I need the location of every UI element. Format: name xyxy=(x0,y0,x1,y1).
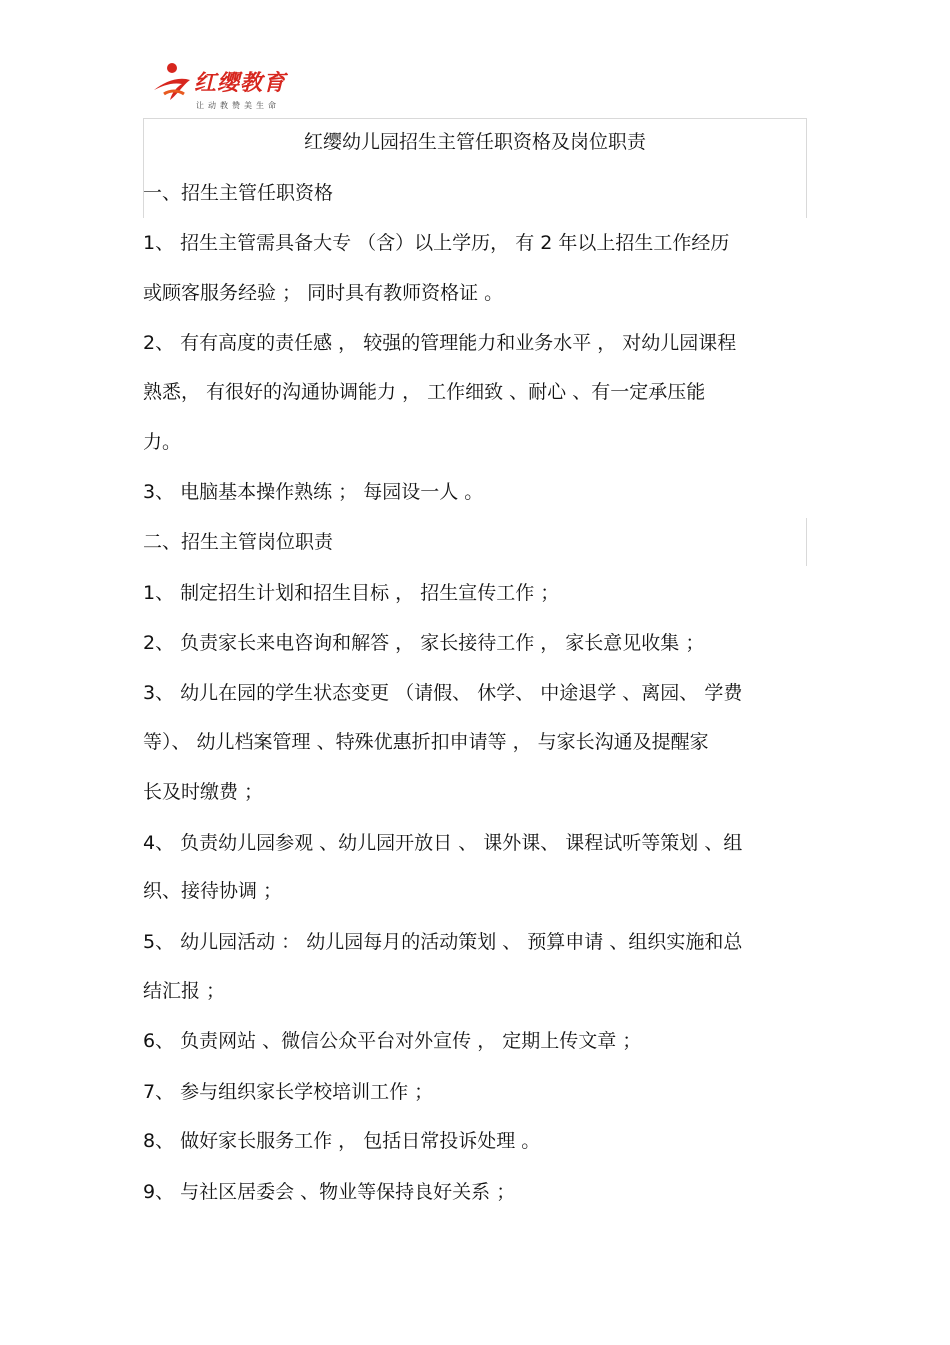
document-title: 红缨幼儿园招生主管任职资格及岗位职责 xyxy=(303,131,646,153)
qualification-1-line-1: 1、 招生主管需具备大专 （含）以上学历， 有 2 年以上招生工作经历 xyxy=(143,232,730,254)
frame-right-border-lower xyxy=(806,518,807,566)
qualification-2-line-2: 熟悉， 有很好的沟通协调能力 ， 工作细致 、耐心 、有一定承压能 xyxy=(143,381,706,403)
brand-logo xyxy=(150,60,310,118)
duty-8: 8、 做好家长服务工作 ， 包括日常投诉处理 。 xyxy=(143,1130,541,1152)
duty-3-line-1: 3、 幼儿在园的学生状态变更 （请假、 休学、 中途退学 、离园、 学费 xyxy=(143,682,743,704)
duty-3-line-2: 等）、 幼儿档案管理 、特殊优惠折扣申请等 ， 与家长沟通及提醒家 xyxy=(143,731,709,753)
qualification-3: 3、 电脑基本操作熟练 ； 每园设一人 。 xyxy=(143,481,484,503)
qualification-1-line-2: 或顾客服务经验 ； 同时具有教师资格证 。 xyxy=(143,282,504,304)
duty-1: 1、 制定招生计划和招生目标 ， 招生宣传工作 ； xyxy=(143,582,560,604)
logo-mark-icon xyxy=(150,60,198,104)
duty-7: 7、 参与组织家长学校培训工作 ； xyxy=(143,1081,434,1103)
section-heading-duties: 二、招生主管岗位职责 xyxy=(143,531,334,553)
qualification-2-line-3: 力。 xyxy=(143,431,182,453)
frame-top-border xyxy=(143,118,807,119)
duty-5-line-2: 结汇报 ； xyxy=(143,980,226,1002)
duty-2: 2、 负责家长来电咨询和解答 ， 家长接待工作 ， 家长意见收集 ； xyxy=(143,632,705,654)
duty-6: 6、 负责网站 、微信公众平台对外宣传 ， 定期上传文章 ； xyxy=(143,1030,642,1052)
duty-9: 9、 与社区居委会 、物业等保持良好关系 ； xyxy=(143,1181,516,1203)
duty-5-line-1: 5、 幼儿园活动 ： 幼儿园每月的活动策划 、 预算申请 、组织实施和总 xyxy=(143,931,743,953)
qualification-2-line-1: 2、 有有高度的责任感 ， 较强的管理能力和业务水平 ， 对幼儿园课程 xyxy=(143,332,737,354)
duty-4-line-1: 4、 负责幼儿园参观 、幼儿园开放日 、 课外课、 课程试听等策划 、组 xyxy=(143,832,743,854)
duty-3-line-3: 长及时缴费 ； xyxy=(143,781,264,803)
logo-name: 红缨教育 xyxy=(194,71,287,96)
duty-4-line-2: 织、接待协调 ； xyxy=(143,880,283,902)
section-heading-qualifications: 一、招生主管任职资格 xyxy=(143,182,334,204)
logo-slogan: 让动教赞美生命 xyxy=(196,101,280,110)
